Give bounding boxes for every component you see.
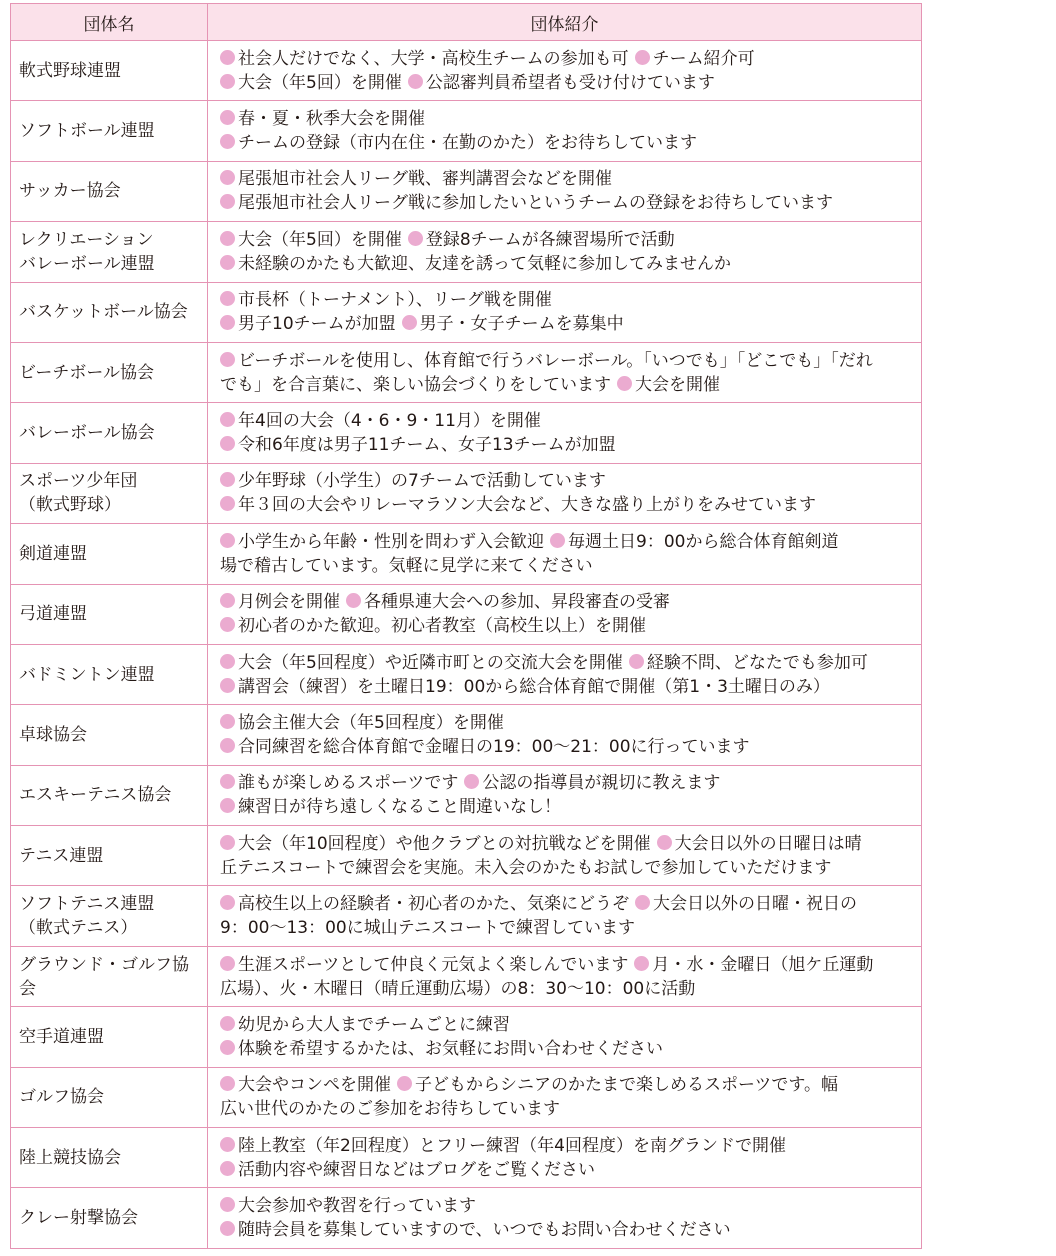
club-name: バスケットボール協会: [11, 282, 208, 342]
intro-line: [220, 795, 915, 819]
header-intro: 団体紹介: [208, 4, 922, 41]
intro-line: [220, 1097, 915, 1121]
bullet-dot-icon: [220, 1161, 235, 1176]
intro-line: [220, 312, 915, 336]
intro-line: [220, 47, 915, 71]
bullet-dot-icon: [220, 1137, 235, 1152]
intro-text: 月例会を開催: [238, 592, 340, 613]
intro-line: [220, 651, 915, 675]
table-row: [11, 524, 922, 584]
intro-text: 市長杯（トーナメント）、リーグ戦を開催: [238, 290, 552, 311]
intro-line: [220, 977, 915, 1001]
intro-text: 小学生から年齢・性別を問わず入会歓迎: [238, 531, 544, 552]
bullet-dot-icon: [220, 798, 235, 813]
intro-line: [220, 1194, 915, 1218]
club-intro: [208, 886, 922, 946]
intro-line: [220, 288, 915, 312]
club-intro: [208, 161, 922, 221]
intro-text: 広場）、火・木曜日（晴丘運動広場）の8：30～10：00に活動: [220, 978, 696, 999]
bullet-dot-icon: [220, 231, 235, 246]
intro-line: [220, 1218, 915, 1242]
club-name: レクリエーション バレーボール連盟: [11, 222, 208, 282]
table-row: [11, 282, 922, 342]
bullet-dot-icon: [220, 496, 235, 511]
intro-text: 大会日以外の日曜日は晴: [674, 833, 862, 854]
bullet-dot-icon: [346, 593, 361, 608]
header-name: 団体名: [11, 4, 208, 41]
bullet-dot-icon: [220, 714, 235, 729]
intro-line: [220, 892, 915, 916]
club-intro: [208, 524, 922, 584]
intro-line: [220, 711, 915, 735]
bullet-dot-icon: [220, 654, 235, 669]
club-intro: [208, 342, 922, 402]
intro-text: 大会（年5回）を開催: [238, 72, 402, 93]
intro-text: 高校生以上の経験者・初心者のかた、気楽にどうぞ: [238, 894, 629, 915]
club-name: エスキーテニス協会: [11, 765, 208, 825]
bullet-dot-icon: [220, 352, 235, 367]
club-name: 空手道連盟: [11, 1007, 208, 1067]
club-intro: [208, 826, 922, 886]
table-header-row: [11, 4, 922, 41]
bullet-dot-icon: [220, 593, 235, 608]
bullet-dot-icon: [220, 678, 235, 693]
intro-line: [220, 493, 915, 517]
club-intro: [208, 765, 922, 825]
bullet-dot-icon: [220, 255, 235, 270]
intro-text: 男子・女子チームを募集中: [419, 314, 624, 335]
intro-line: [220, 1013, 915, 1037]
club-name: 陸上競技協会: [11, 1128, 208, 1188]
club-intro: [208, 222, 922, 282]
bullet-dot-icon: [408, 231, 423, 246]
table-row: [11, 403, 922, 463]
intro-text: 男子10チームが加盟: [238, 314, 396, 335]
table-row: [11, 342, 922, 402]
bullet-dot-icon: [220, 1040, 235, 1055]
bullet-dot-icon: [220, 895, 235, 910]
intro-text: 大会（年10回程度）や他クラブとの対抗戦などを開催: [238, 833, 651, 854]
club-intro: [208, 463, 922, 523]
intro-text: 各種県連大会への参加、昇段審査の受審: [364, 592, 670, 613]
club-name: 弓道連盟: [11, 584, 208, 644]
intro-text: 公認審判員希望者も受け付けています: [425, 72, 715, 93]
intro-line: [220, 469, 915, 493]
intro-text: 公認の指導員が親切に教えます: [482, 773, 721, 794]
intro-line: [220, 916, 915, 940]
intro-line: [220, 131, 915, 155]
intro-line: [220, 771, 915, 795]
intro-text: 大会やコンペを開催: [238, 1075, 391, 1096]
club-intro: [208, 1067, 922, 1127]
bullet-dot-icon: [220, 533, 235, 548]
club-intro: [208, 1007, 922, 1067]
club-name: サッカー協会: [11, 161, 208, 221]
table-row: [11, 222, 922, 282]
club-name: 軟式野球連盟: [11, 41, 208, 101]
intro-text: 登録8チームが各練習場所で活動: [425, 229, 675, 250]
intro-text: 協会主催大会（年5回程度）を開催: [238, 712, 504, 733]
bullet-dot-icon: [220, 50, 235, 65]
table-row: [11, 1067, 922, 1127]
intro-text: 大会（年5回）を開催: [238, 229, 402, 250]
club-intro: [208, 946, 922, 1006]
intro-line: [220, 252, 915, 276]
club-intro: [208, 403, 922, 463]
club-intro: [208, 705, 922, 765]
club-name: ビーチボール協会: [11, 342, 208, 402]
bullet-dot-icon: [402, 315, 417, 330]
club-name: ソフトボール連盟: [11, 101, 208, 161]
intro-text: でも」を合言葉に、楽しい協会づくりをしています: [220, 374, 611, 395]
table-row: [11, 101, 922, 161]
intro-text: ビーチボールを使用し、体育館で行うバレーボール。「いつでも」「どこでも」「だれ: [238, 350, 873, 371]
club-name: ゴルフ協会: [11, 1067, 208, 1127]
intro-text: 大会参加や教習を行っています: [238, 1196, 476, 1217]
bullet-dot-icon: [220, 412, 235, 427]
intro-text: 尾張旭市社会人リーグ戦、審判講習会などを開催: [238, 169, 612, 190]
bullet-dot-icon: [220, 134, 235, 149]
intro-text: 9：00～13：00に城山テニスコートで練習しています: [220, 918, 636, 939]
club-name: テニス連盟: [11, 826, 208, 886]
club-name: ソフトテニス連盟 （軟式テニス）: [11, 886, 208, 946]
bullet-dot-icon: [220, 110, 235, 125]
club-name: 剣道連盟: [11, 524, 208, 584]
bullet-dot-icon: [408, 74, 423, 89]
club-name: バドミントン連盟: [11, 644, 208, 704]
intro-text: 春・夏・秋季大会を開催: [238, 109, 425, 130]
bullet-dot-icon: [220, 1221, 235, 1236]
intro-line: [220, 675, 915, 699]
intro-line: [220, 953, 915, 977]
club-name: バレーボール協会: [11, 403, 208, 463]
table-row: [11, 886, 922, 946]
club-intro: [208, 1128, 922, 1188]
intro-text: 経験不問、どなたでも参加可: [646, 652, 868, 673]
intro-text: 体験を希望するかたは、お気軽にお問い合わせください: [238, 1038, 663, 1059]
club-intro: [208, 101, 922, 161]
intro-text: チーム紹介可: [652, 48, 755, 69]
intro-line: [220, 590, 915, 614]
intro-text: 活動内容や練習日などはブログをご覧ください: [238, 1159, 595, 1180]
intro-text: 未経験のかたも大歓迎、友達を誘って気軽に参加してみませんか: [238, 253, 731, 274]
intro-text: 年３回の大会やリレーマラソン大会など、大きな盛り上がりをみせています: [238, 495, 816, 516]
table-row: [11, 765, 922, 825]
intro-text: 合同練習を総合体育館で金曜日の19：00～21：00に行っています: [238, 736, 750, 757]
table-row: [11, 584, 922, 644]
bullet-dot-icon: [220, 74, 235, 89]
bullet-dot-icon: [464, 774, 479, 789]
intro-line: [220, 1158, 915, 1182]
bullet-dot-icon: [220, 194, 235, 209]
bullet-dot-icon: [220, 436, 235, 451]
bullet-dot-icon: [220, 1016, 235, 1031]
clubs-table: [10, 3, 922, 1249]
intro-text: 尾張旭市社会人リーグ戦に参加したいというチームの登録をお待ちしています: [238, 193, 833, 214]
club-intro: [208, 584, 922, 644]
table-row: [11, 161, 922, 221]
bullet-dot-icon: [657, 835, 672, 850]
club-intro: [208, 644, 922, 704]
table-row: [11, 463, 922, 523]
intro-line: [220, 554, 915, 578]
table-row: [11, 41, 922, 101]
intro-line: [220, 349, 915, 373]
intro-line: [220, 832, 915, 856]
intro-text: 大会を開催: [635, 374, 720, 395]
table-row: [11, 1188, 922, 1248]
intro-line: [220, 433, 915, 457]
intro-text: 陸上教室（年2回程度）とフリー練習（年4回程度）を南グランドで開催: [238, 1135, 786, 1156]
intro-line: [220, 614, 915, 638]
intro-text: 幼児から大人までチームごとに練習: [238, 1014, 510, 1035]
club-name: スポーツ少年団 （軟式野球）: [11, 463, 208, 523]
bullet-dot-icon: [220, 956, 235, 971]
intro-line: [220, 1073, 915, 1097]
intro-text: 講習会（練習）を土曜日19：00から総合体育館で開催（第1・3土曜日のみ）: [238, 676, 830, 697]
table-row: [11, 705, 922, 765]
intro-line: [220, 228, 915, 252]
bullet-dot-icon: [550, 533, 565, 548]
intro-text: 生涯スポーツとして仲良く元気よく楽しんでいます: [238, 954, 629, 975]
intro-line: [220, 1134, 915, 1158]
intro-text: 社会人だけでなく、大学・高校生チームの参加も可: [238, 48, 629, 69]
bullet-dot-icon: [220, 617, 235, 632]
intro-line: [220, 107, 915, 131]
club-name: 卓球協会: [11, 705, 208, 765]
intro-line: [220, 409, 915, 433]
club-intro: [208, 1188, 922, 1248]
table-body: [11, 41, 922, 1249]
club-name: クレー射撃協会: [11, 1188, 208, 1248]
bullet-dot-icon: [635, 50, 650, 65]
intro-text: 誰もが楽しめるスポーツです: [238, 773, 459, 794]
intro-text: 場で稽古しています。気軽に見学に来てください: [220, 555, 593, 576]
intro-text: 大会日以外の日曜・祝日の: [653, 894, 857, 915]
intro-text: 子どもからシニアのかたまで楽しめるスポーツです。幅: [415, 1075, 838, 1096]
intro-text: 少年野球（小学生）の7チームで活動しています: [238, 471, 606, 492]
bullet-dot-icon: [220, 835, 235, 850]
intro-line: [220, 373, 915, 397]
intro-text: 毎週土日9：00から総合体育館剣道: [568, 531, 839, 552]
intro-text: 練習日が待ち遠しくなること間違いなし！: [238, 797, 561, 818]
bullet-dot-icon: [634, 956, 649, 971]
intro-line: [220, 530, 915, 554]
intro-line: [220, 167, 915, 191]
intro-text: チームの登録（市内在住・在勤のかた）をお待ちしています: [238, 133, 697, 154]
intro-text: 丘テニスコートで練習会を実施。未入会のかたもお試しで参加していただけます: [220, 857, 832, 878]
table-row: [11, 644, 922, 704]
intro-text: 広い世代のかたのご参加をお待ちしています: [220, 1099, 560, 1120]
bullet-dot-icon: [220, 315, 235, 330]
intro-text: 月・水・金曜日（旭ケ丘運動: [652, 954, 874, 975]
intro-line: [220, 191, 915, 215]
intro-line: [220, 856, 915, 880]
table-row: [11, 946, 922, 1006]
table-row: [11, 826, 922, 886]
bullet-dot-icon: [220, 774, 235, 789]
intro-text: 初心者のかた歓迎。初心者教室（高校生以上）を開催: [238, 616, 646, 637]
bullet-dot-icon: [220, 1076, 235, 1091]
table-row: [11, 1007, 922, 1067]
bullet-dot-icon: [635, 895, 650, 910]
intro-text: 令和6年度は男子11チーム、女子13チームが加盟: [238, 435, 616, 456]
intro-text: 随時会員を募集していますので、いつでもお問い合わせください: [238, 1220, 731, 1241]
table-row: [11, 1128, 922, 1188]
club-intro: [208, 41, 922, 101]
intro-text: 大会（年5回程度）や近隣市町との交流大会を開催: [238, 652, 623, 673]
bullet-dot-icon: [220, 170, 235, 185]
intro-line: [220, 71, 915, 95]
bullet-dot-icon: [617, 376, 632, 391]
bullet-dot-icon: [220, 472, 235, 487]
intro-text: 年4回の大会（4・6・9・11月）を開催: [238, 411, 541, 432]
intro-line: [220, 735, 915, 759]
club-intro: [208, 282, 922, 342]
intro-line: [220, 1037, 915, 1061]
bullet-dot-icon: [220, 291, 235, 306]
bullet-dot-icon: [220, 738, 235, 753]
bullet-dot-icon: [220, 1197, 235, 1212]
bullet-dot-icon: [629, 654, 644, 669]
club-name: グラウンド・ゴルフ協会: [11, 946, 208, 1006]
bullet-dot-icon: [397, 1076, 412, 1091]
